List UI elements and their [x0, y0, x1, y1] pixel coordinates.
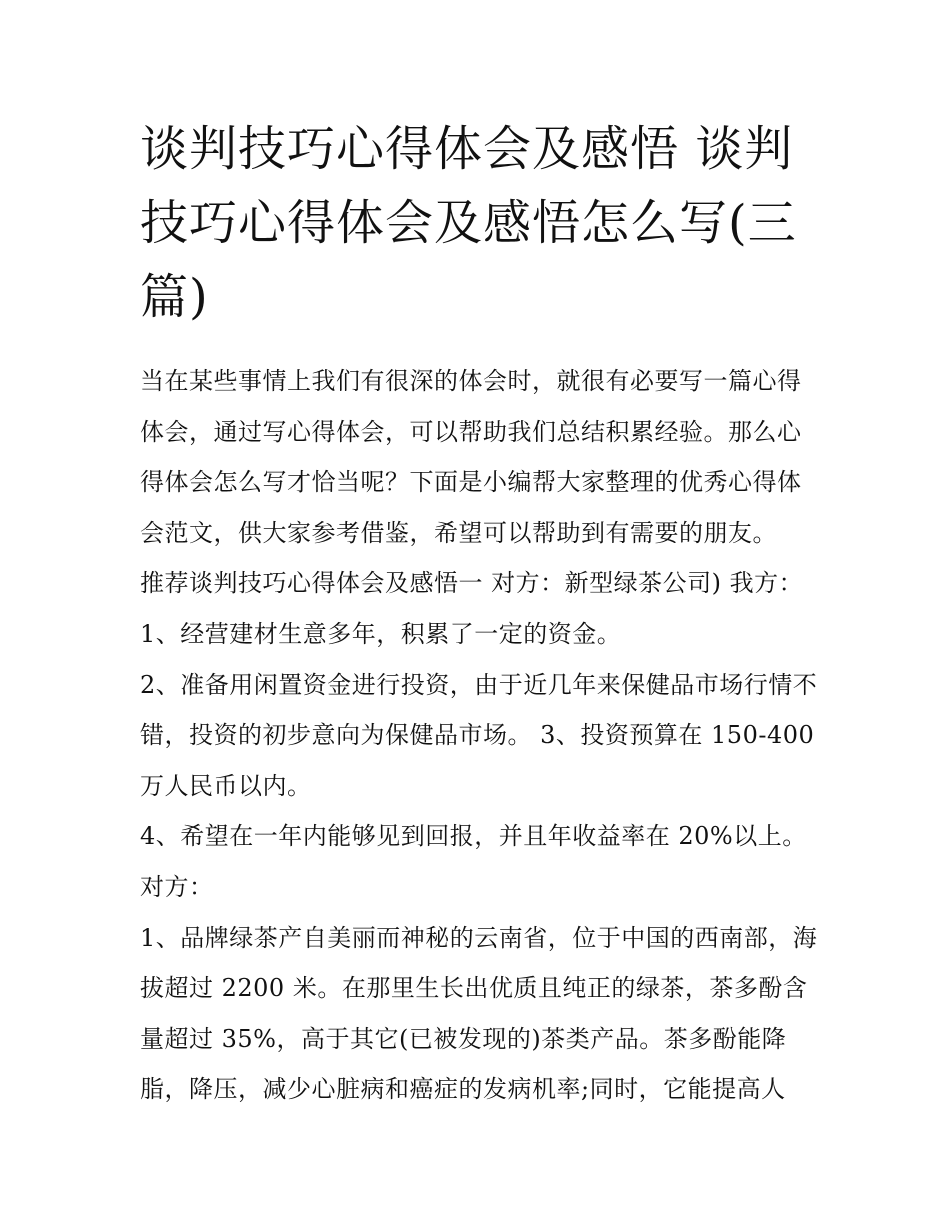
paragraph-our-point-1: 1、经营建材生意多年，积累了一定的资金。 [140, 619, 622, 648]
paragraph-counterparty-label: 对方： [140, 872, 214, 901]
paragraph-our-point-4: 4、希望在一年内能够见到回报，并且年收益率在 20%以上。 [140, 822, 807, 851]
paragraph-intro: 当在某些事情上我们有很深的体会时，就很有必要写一篇心得体会，通过写心得体会，可以帮助我们总结积累经验。那么心得体会怎么写才恰当呢？下面是小编帮大家整理的优秀心得体会范文，供大家参考借鉴，希望可以帮助到有需要的朋友。 [140, 367, 802, 547]
paragraph-recommend-heading: 推荐谈判技巧心得体会及感悟一 对方：新型绿茶公司) 我方： [140, 569, 804, 598]
paragraph-our-point-2-3: 2、准备用闲置资金进行投资，由于近几年来保健品市场行情不错，投资的初步意向为保健品市场。 3、投资预算在 150-400 万人民币以内。 [140, 670, 818, 800]
document-content [140, 112, 820, 1115]
paragraph-counterparty-point-1: 1、品牌绿茶产自美丽而神秘的云南省，位于中国的西南部，海拔超过 2200 米。在那里生长出优质且纯正的绿茶，茶多酚含量超过 35%，高于其它(已被发现的)茶类产品。茶多酚能降脂，降压，减少心脏病和癌症的发病机率;同时，它能提高人 [140, 923, 818, 1104]
document-title: 谈判技巧心得体会及感悟 谈判技巧心得体会及感悟怎么写(三篇) [140, 121, 797, 325]
